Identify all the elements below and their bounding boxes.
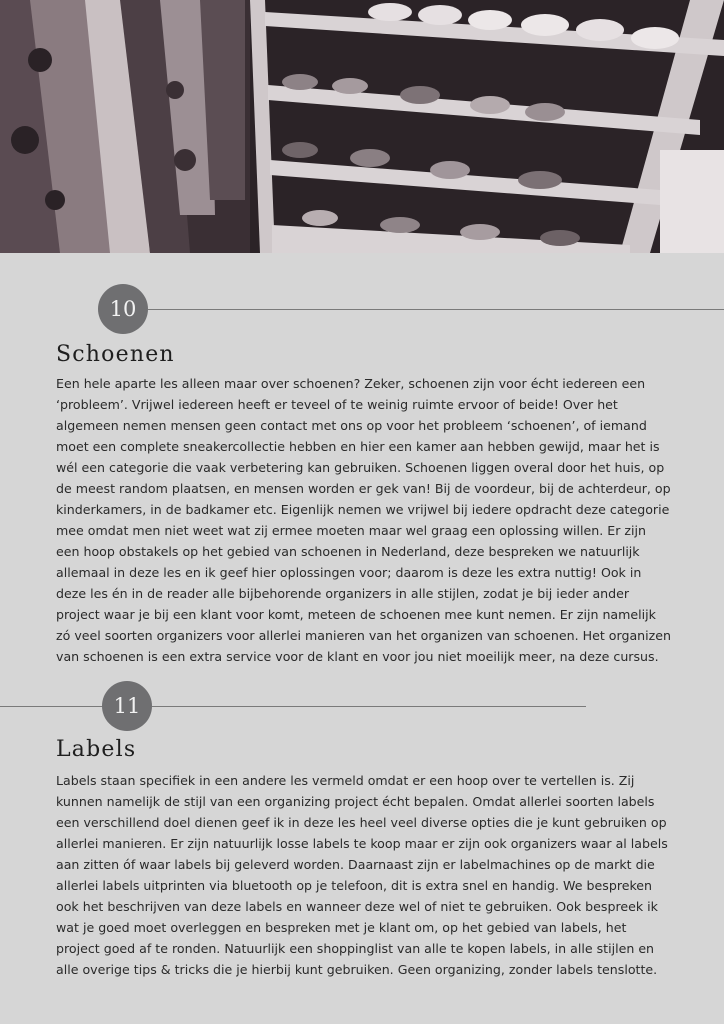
section-divider-line [148, 309, 724, 310]
section-title: Labels [56, 737, 137, 762]
section-divider-line [0, 706, 104, 707]
section-title: Schoenen [56, 342, 175, 367]
section-body-text: Een hele aparte les alleen maar over schoenen? Zeker, schoenen zijn voor écht iedereen een ‘probleem’. Vrijwel iedereen heeft er teveel of te weinig ruimte ervoor of beide! Over het algemeen nemen mensen geen contact met ons op voor het probleem ‘schoenen’, of iemand moet een complete sneakercollectie hebben en hier een kamer aan hebben gewijd, maar het is wél een categorie die vaak verbetering kan gebruiken. Schoenen liggen overal door het huis, op de meest random plaatsen, en mensen worden er gek van! Bij de voordeur, bij de achterdeur, op kinderkamers, in de badkamer etc. Eigenlijk nemen we vrijwel bij iedere opdracht deze categorie mee omdat men niet weet wat zij ermee moeten maar wel graag een oplossing willen. Er zijn een hoop obstakels op het gebied van schoenen in Nederland, deze bespreken we natuurlijk allemaal in deze les en ik geef hier oplossingen voor; daarom is deze les extra nuttig! Ook in deze les én in de reader alle bijbehorende organizers in alle stijlen, zodat je bij ieder ander project waar je bij een klant voor komt, meteen de schoenen mee kunt nemen. Er zijn namelijk zó veel soorten organizers voor allerlei manieren van het organizen van schoenen. Het organizen van schoenen is een extra service voor de klant en voor jou niet moeilijk meer, na deze cursus. [56, 376, 671, 664]
section-body-text: Labels staan specifiek in een andere les vermeld omdat er een hoop over te vertellen is. Zij kunnen namelijk de stijl van een organizing project écht bepalen. Omdat allerlei soorten labels een verschillend doel dienen geef ik in deze les heel veel diverse opties die je kunt gebruiken op allerlei manieren. Er zijn natuurlijk losse labels te koop maar er zijn ook organizers waar al labels aan zitten óf waar labels bij geleverd worden. Daarnaast zijn er labelmachines op de markt die allerlei labels uitprinten via bluetooth op je telefoon, dit is extra snel en handig. We bespreken ook het beschrijven van deze labels en wanneer deze wel of niet te gebruiken. Ook bespreek ik wat je goed moet overleggen en bespreken met je klant om, op het gebied van labels, het project goed af te ronden. Natuurlijk een shoppinglist van alle te kopen labels, in alle stijlen en alle overige tips & tricks die je hierbij kunt gebruiken. Geen organizing, zonder labels tenslotte. [56, 773, 668, 977]
section-number-badge: 10 [98, 284, 148, 334]
hero-photo [0, 0, 724, 253]
section-divider-line [152, 706, 586, 707]
knit-garment [660, 150, 724, 253]
closet-illustration [0, 0, 724, 253]
section-number-badge: 11 [102, 681, 152, 731]
